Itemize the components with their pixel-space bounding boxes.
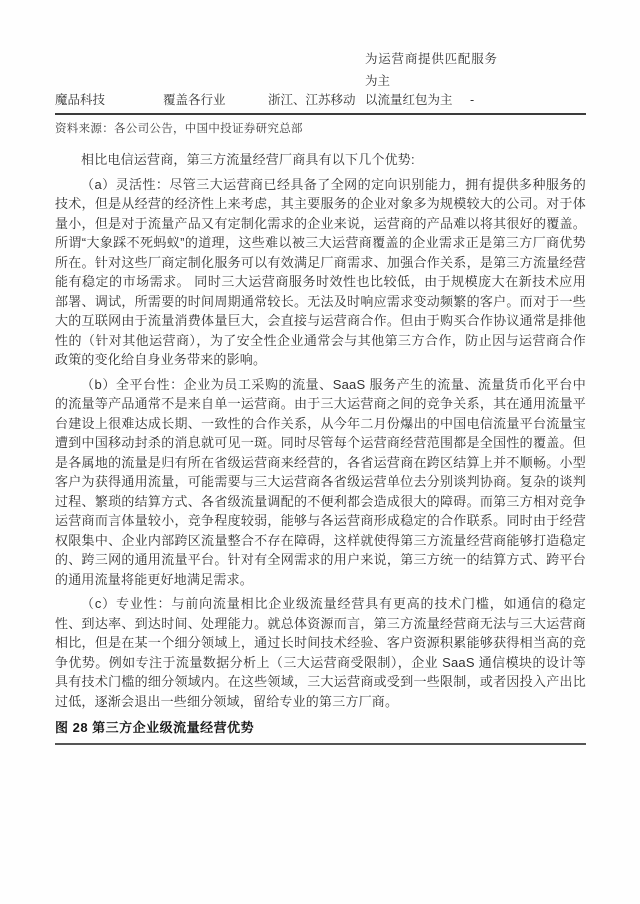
paragraph-a-flexibility: （a）灵活性：尽管三大运营商已经具备了全网的定向识别能力，拥有提供多种服务的技术，但是从经营的经济性上来考虑，其主要服务的企业对象多为规模较大的公司。对于体量小，但是对于流量产品又有定制化需求的企业来说，运营商的产品难以将其很好的覆盖。所谓“大象踩不死蚂蚁”的道理，这些难以被三大运营商覆盖的企业需求正是第三方厂商优势所在。针对这些厂商定制化服务可以有效满足厂商需求、加强合作关系，是第三方流量经营能有稳定的市场需求。 同时三大运营商服务时效性也比较低，由于规模庞大在新技术应用部署、调试，所需要的时间周期通常较长。无法及时响应需求变动频繁的客户。而对于一些大的互联网由于流量消费体量巨大，会直接与运营商合作。但由于购买合作协议通常是排他性的（针对其他运营商），为了安全性企业通常会与其他第三方合作，防止因与运营商合作政策的变化给自身业务带来的影响。 bbox=[55, 176, 586, 367]
figure-caption: 图 28 第三方企业级流量经营优势 bbox=[55, 717, 586, 745]
table-cell-wrapped-service: 为运营商提供匹配服务为主 bbox=[365, 52, 497, 88]
intro-paragraph: 相比电信运营商，第三方流量经营厂商具有以下几个优势: bbox=[81, 152, 415, 167]
table-row bbox=[55, 93, 586, 115]
page-content bbox=[55, 48, 586, 745]
table-cell-business-model: 以流量红包为主 bbox=[365, 93, 453, 107]
paragraph-c-professionalism: （c）专业性：与前向流量相比企业级流量经营具有更高的技术门槛，如通信的稳定性、到达率、到达时间、处理能力。就总体资源而言，第三方流量经营商无法与三大运营商相比，但是在某一个细分领域上，通过长时间技术经验、客户资源积累能够获得相当高的竞争优势。例如专注于流量数据分析上（三大运营商受限制），企业 SaaS 通信模块的设计等具有技术门槛的细分领域内。在这些领域，三大运营商或受到一些限制，或者因投入产出比过低，逐渐会退出一些细分领域，留给专业的第三方厂商。 bbox=[55, 596, 586, 709]
table-cell-note: - bbox=[470, 93, 475, 107]
table-cell-company: 魔品科技 bbox=[55, 93, 106, 107]
table-cell-industry-coverage: 覆盖各行业 bbox=[163, 93, 226, 107]
paragraph-b-full-platform: （b）全平台性：企业为员工采购的流量、SaaS 服务产生的流量、流量货币化平台中的流量等产品通常不是来自单一运营商。由于三大运营商之间的竞争关系，其在通用流量平台建设上很难达成长期、一致性的合作关系，从今年二月份爆出的中国电信流量平台流量宝遭到中国移动封杀的消息就可见一斑。同时尽管每个运营商经营范围都是全国性的覆盖。但是各属地的流量是归有所在省级运营商来经营的，各省运营商在跨区结算上并不顺畅。小型客户为获得通用流量，可能需要与三大运营商各省级运营单位去分别谈判协商。复杂的谈判过程、繁琐的结算方式、各省级流量调配的不便利都会造成很大的障碍。而第三方相对竞争运营商而言体量较小，竞争程度较弱，能够与各运营商形成稳定的合作联系。同时由于经营权限集中、企业内部跨区流量整合不存在障碍，这样就使得第三方流量经营商能够打造稳定的、跨三网的通用流量平台。针对有全网需求的用户来说，第三方统一的结算方式、跨平台的通用流量将能更好地满足需求。 bbox=[55, 376, 586, 587]
source-note: 资料来源：各公司公告，中国中投证券研究总部 bbox=[55, 123, 303, 135]
table-cell-operators: 浙江、江苏移动 bbox=[268, 93, 356, 107]
